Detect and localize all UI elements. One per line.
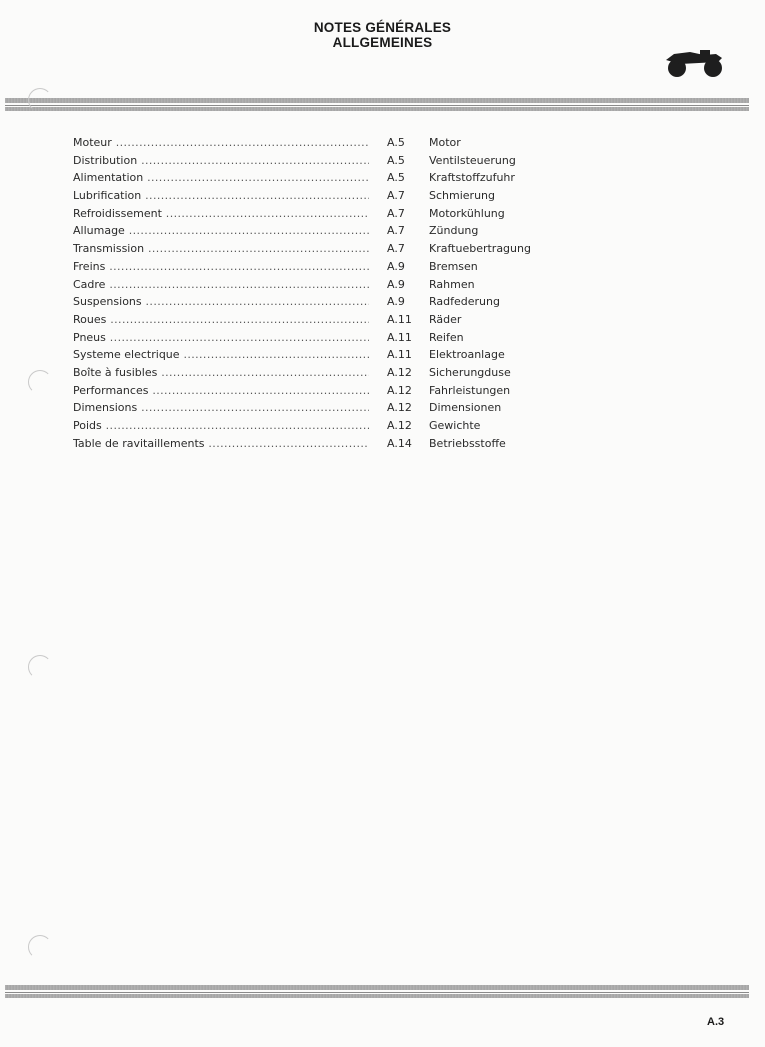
- toc-entry-fr: Refroidissement .....: [73, 205, 369, 223]
- toc-entry-fr: Distribution .....: [73, 152, 369, 170]
- page-title-french: NOTES GÉNÉRALES: [313, 20, 452, 35]
- toc-entry-de: Räder: [429, 312, 462, 326]
- toc-entry-de: Fahrleistungen: [429, 383, 511, 397]
- toc-row: [73, 222, 533, 240]
- toc-entry-fr: Table de ravitaillements .....: [73, 435, 369, 453]
- binder-hole-2: [28, 370, 52, 394]
- toc-entry-page: A.11: [387, 330, 412, 344]
- toc-entry-fr: Transmission .....: [73, 240, 369, 258]
- table-of-contents: [73, 134, 533, 452]
- toc-entry-de: Radfederung: [429, 295, 500, 309]
- toc-row: [73, 329, 533, 347]
- toc-row: [73, 276, 533, 294]
- toc-entry-page: A.7: [387, 206, 405, 220]
- toc-entry-de: Zündung: [429, 224, 479, 238]
- toc-row: [73, 382, 533, 400]
- toc-entry-fr: Pneus .....: [73, 329, 369, 347]
- toc-entry-fr: Lubrification .....: [73, 187, 369, 205]
- toc-row: [73, 258, 533, 276]
- toc-entry-fr: Allumage .....: [73, 222, 369, 240]
- toc-entry-de: Motor: [429, 136, 461, 149]
- toc-entry-fr: Cadre .....: [73, 276, 369, 294]
- toc-row: [73, 134, 533, 152]
- toc-row: [73, 311, 533, 329]
- toc-row: [73, 169, 533, 187]
- toc-entry-page: A.12: [387, 419, 412, 432]
- toc-row: [73, 152, 533, 170]
- toc-row: [73, 346, 533, 364]
- toc-entry-fr: Moteur .....: [73, 134, 369, 152]
- toc-row: [73, 364, 533, 382]
- toc-entry-de: Gewichte: [429, 419, 481, 432]
- bottom-rule: [5, 985, 749, 998]
- toc-entry-page: A.9: [387, 277, 405, 291]
- toc-entry-fr: Freins .....: [73, 258, 369, 276]
- toc-entry-fr: Poids .....: [73, 417, 369, 435]
- toc-entry-page: A.9: [387, 259, 405, 273]
- toc-entry-page: A.11: [387, 312, 412, 326]
- toc-entry-fr: Boîte à fusibles .....: [73, 364, 369, 382]
- toc-row: [73, 187, 533, 205]
- toc-row: [73, 240, 533, 258]
- page-header: [0, 20, 765, 50]
- toc-entry-de: Schmierung: [429, 189, 495, 203]
- toc-entry-de: Elektroanlage: [429, 348, 505, 362]
- toc-entry-fr: Dimensions .....: [73, 399, 369, 417]
- toc-entry-page: A.14: [387, 436, 412, 450]
- motorcycle-icon: [660, 46, 726, 78]
- toc-entry-page: A.12: [387, 383, 412, 397]
- toc-entry-de: Rahmen: [429, 277, 475, 291]
- toc-row: [73, 417, 533, 435]
- toc-entry-de: Betriebsstoffe: [429, 436, 506, 450]
- toc-entry-de: Reifen: [429, 330, 464, 344]
- toc-entry-page: A.5: [387, 136, 405, 149]
- toc-entry-de: Kraftstoffzufuhr: [429, 171, 515, 185]
- toc-entry-fr: Performances .....: [73, 382, 369, 400]
- toc-entry-page: A.12: [387, 365, 412, 379]
- toc-entry-de: Ventilsteuerung: [429, 153, 516, 167]
- toc-entry-page: A.7: [387, 224, 405, 238]
- page-number: A.3: [707, 1016, 725, 1028]
- toc-entry-de: Motorkühlung: [429, 206, 505, 220]
- binder-hole-4: [28, 935, 52, 959]
- toc-row: [73, 399, 533, 417]
- toc-entry-page: A.12: [387, 401, 412, 415]
- toc-entry-fr: Roues .....: [73, 311, 369, 329]
- toc-entry-page: A.7: [387, 242, 405, 256]
- toc-row: [73, 435, 533, 453]
- toc-entry-page: A.5: [387, 153, 405, 167]
- binder-hole-3: [28, 655, 52, 679]
- toc-entry-fr: Suspensions .....: [73, 293, 369, 311]
- toc-entry-page: A.7: [387, 189, 405, 203]
- binder-hole-1: [28, 88, 52, 112]
- toc-entry-fr: Systeme electrique .....: [73, 346, 369, 364]
- toc-entry-de: Sicherungduse: [429, 365, 511, 379]
- toc-entry-page: A.11: [387, 348, 412, 362]
- toc-entry-de: Bremsen: [429, 259, 478, 273]
- toc-entry-de: Dimensionen: [429, 401, 502, 415]
- page-title-german: ALLGEMEINES: [332, 35, 433, 50]
- toc-entry-page: A.5: [387, 171, 405, 185]
- toc-row: [73, 293, 533, 311]
- toc-row: [73, 205, 533, 223]
- toc-entry-page: A.9: [387, 295, 405, 309]
- top-rule: [5, 98, 749, 111]
- toc-entry-de: Kraftuebertragung: [429, 242, 531, 256]
- toc-entry-fr: Alimentation .....: [73, 169, 369, 187]
